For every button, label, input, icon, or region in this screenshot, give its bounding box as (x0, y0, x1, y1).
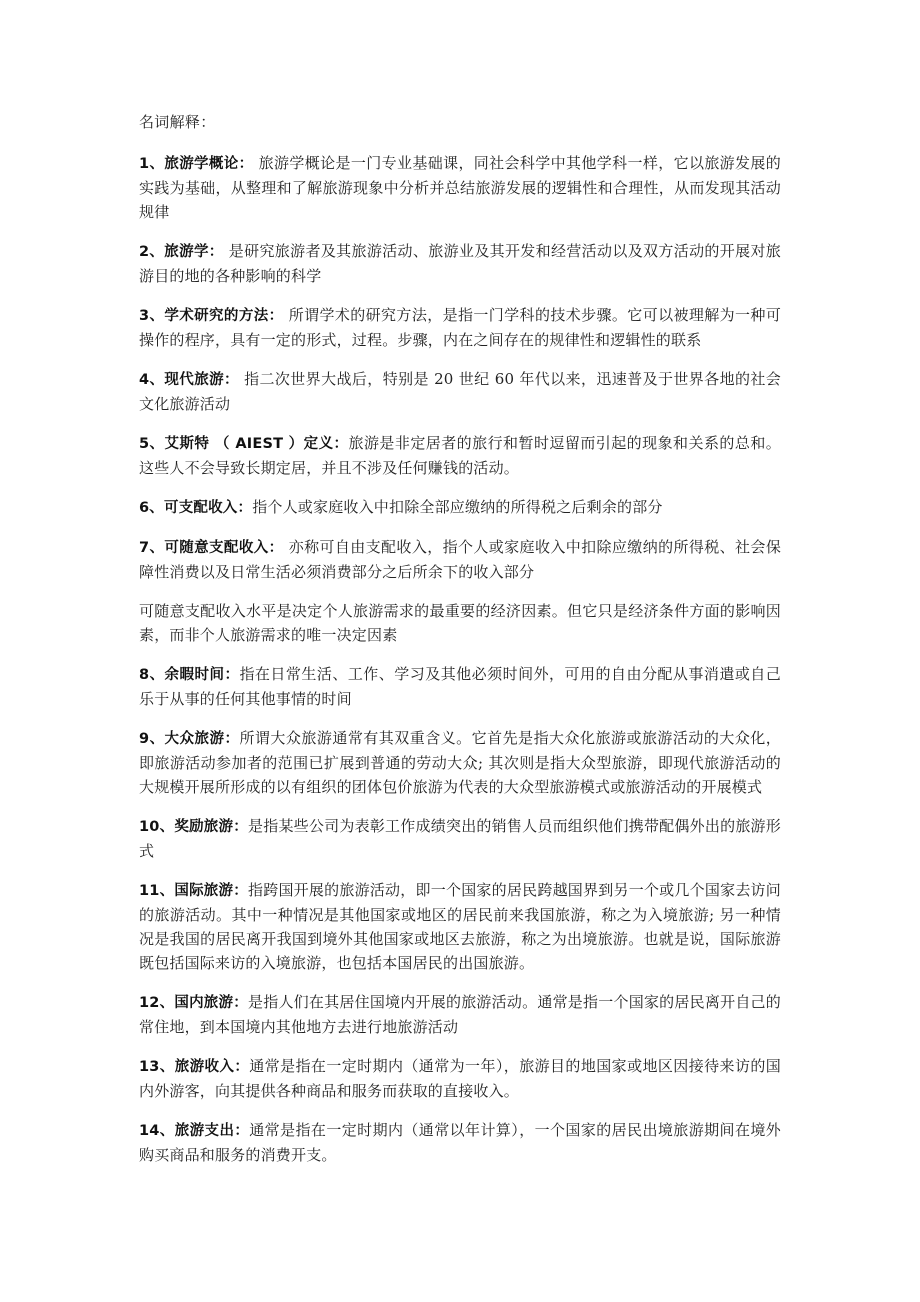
entry-term: 2、旅游学： (139, 244, 224, 260)
entry-text: 所谓学术的研究方法，是指一门学科的技术步骤。它可以被理解为一种可操作的程序，具有一定的形式，过程。步骤，内在之间存在的规律性和逻辑性的联系 (139, 306, 782, 349)
definition-entry (139, 1118, 781, 1167)
entry-text: 指在日常生活、工作、学习及其他必须时间外，可用的自由分配从事消遣或自己乐于从事的任何其他事情的时间 (139, 665, 781, 708)
definition-entry (139, 431, 781, 480)
document-page (139, 110, 781, 1182)
entry-term: 14、旅游支出： (139, 1123, 250, 1139)
note-paragraph: 可随意支配收入水平是决定个人旅游需求的最重要的经济因素。但它只是经济条件方面的影响因素，而非个人旅游需求的唯一决定因素 (139, 602, 781, 644)
entry-text: 指跨国开展的旅游活动，即一个国家的居民跨越国界到另一个或几个国家去访问的旅游活动。其中一种情况是其他国家或地区的居民前来我国旅游，称之为入境旅游; 另一种情况是我国的居民离开我国到境外其他国家或地区去旅游，称之为出境旅游。也就是说，国际旅游既包括国际来访的入境旅游，也包括本国居民的出国旅游。 (139, 881, 781, 972)
definition-entry (139, 662, 781, 711)
entry-term: 12、国内旅游： (139, 995, 248, 1011)
definition-entry (139, 535, 781, 584)
entry-text: 旅游学概论是一门专业基础课，同社会科学中其他学科一样，它以旅游发展的实践为基础，从整理和了解旅游现象中分析并总结旅游发展的逻辑性和合理性，从而发现其活动规律 (139, 154, 781, 221)
page-title: 名词解释： (139, 113, 216, 131)
entry-term: 11、国际旅游： (139, 883, 248, 899)
entry-text: 旅游是非定居者的旅行和暂时逗留而引起的现象和关系的总和。这些人不会导致长期定居，并且不涉及任何赚钱的活动。 (139, 434, 781, 477)
entry-term: 9、大众旅游： (139, 731, 240, 747)
entry-text: 通常是指在一定时期内（通常为一年），旅游目的地国家或地区因接待来访的国内外游客，向其提供各种商品和服务而获取的直接收入。 (139, 1057, 781, 1100)
entry-term: 10、奖励旅游： (139, 819, 248, 835)
entry-term: 3、学术研究的方法： (139, 308, 284, 324)
entry-text: 是指某些公司为表彰工作成绩突出的销售人员而组织他们携带配偶外出的旅游形式 (139, 817, 781, 860)
entry-term: 8、余暇时间： (139, 667, 240, 683)
definition-entry (139, 1054, 781, 1103)
definition-entry (139, 726, 781, 799)
definition-entry (139, 239, 781, 288)
entry-term: 4、现代旅游： (139, 372, 239, 388)
definition-entry (139, 990, 781, 1039)
entry-term: 7、可随意支配收入： (139, 540, 284, 556)
entry-text: 亦称可自由支配收入，指个人或家庭收入中扣除应缴纳的所得税、社会保障性消费以及日常生活必须消费部分之后所余下的收入部分 (139, 538, 782, 581)
entry-term: 6、可支配收入： (139, 500, 253, 516)
entry-term: 1、旅游学概论： (139, 156, 254, 172)
definition-entry (139, 814, 781, 863)
entry-text: 所谓大众旅游通常有其双重含义。它首先是指大众化旅游或旅游活动的大众化，即旅游活动参加者的范围已扩展到普通的劳动大众; 其次则是指大众型旅游，即现代旅游活动的大规模开展所形成的以有组织的团体包价旅游为代表的大众型旅游模式或旅游活动的开展模式 (139, 729, 781, 796)
definition-entry (139, 303, 781, 352)
definition-entry (139, 367, 781, 416)
entry-text: 指个人或家庭收入中扣除全部应缴纳的所得税之后剩余的部分 (252, 498, 663, 516)
definition-entry (139, 495, 781, 520)
entry-term: 13、旅游收入： (139, 1059, 250, 1075)
entry-text: 是研究旅游者及其旅游活动、旅游业及其开发和经营活动以及双方活动的开展对旅游目的地的各种影响的科学 (139, 242, 781, 285)
entry-text: 通常是指在一定时期内（通常以年计算），一个国家的居民出境旅游期间在境外购买商品和服务的消费开支。 (139, 1121, 781, 1164)
definition-entry (139, 151, 781, 224)
definition-entry (139, 878, 781, 975)
entry-text: 指二次世界大战后，特别是 20 世纪 60 年代以来，迅速普及于世界各地的社会文化旅游活动 (139, 370, 781, 413)
entry-term: 5、艾斯特 （ AIEST ）定义： (139, 436, 349, 452)
entry-text: 是指人们在其居住国境内开展的旅游活动。通常是指一个国家的居民离开自己的常住地，到本国境内其他地方去进行地旅游活动 (139, 993, 781, 1036)
